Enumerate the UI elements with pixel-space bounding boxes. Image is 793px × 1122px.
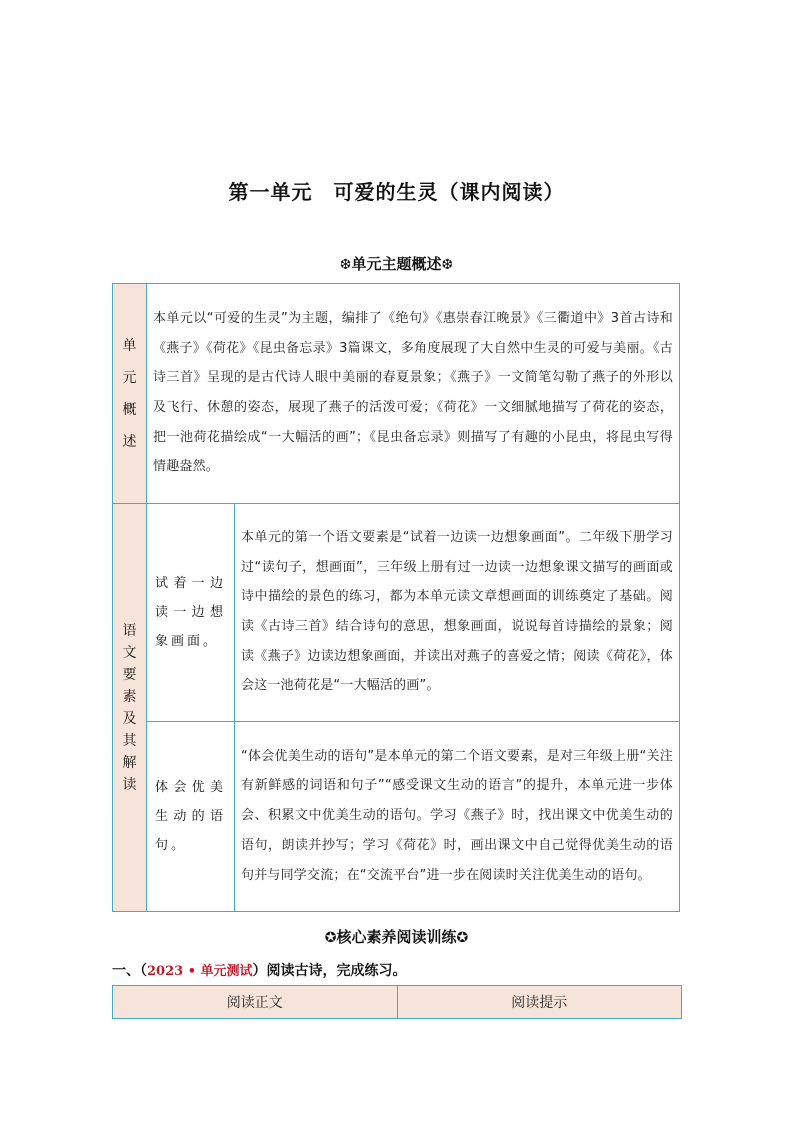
side-char: 及 [122,710,137,727]
side-char: 元 [122,369,137,386]
overview-side-label [113,284,147,504]
header-reading-text: 阅读正文 [113,986,398,1019]
header-reading-tips: 阅读提示 [397,986,682,1019]
side-char: 素 [122,688,137,705]
side-char: 语 [122,622,137,639]
side-char: 读 [122,776,137,793]
side-char: 概 [122,401,137,418]
section-heading-overview [0,253,793,274]
snowflake-icon: ❆ [441,257,454,273]
elements-side-label [113,504,147,912]
unit-overview-table [112,283,680,912]
side-char: 述 [122,433,137,450]
side-char: 文 [122,644,137,661]
table-row [113,504,680,722]
table-row [113,986,682,1019]
side-char: 其 [122,732,137,749]
exercise-prefix: 一、（ [112,963,147,979]
star-icon: ✪ [324,930,337,946]
element-name: 体会优美生动的语句。 [147,722,235,912]
exercise-heading [112,960,407,980]
element-text: 本单元的第一个语文要素是“试着一边读一边想象画面”。二年级下册学习过“读句子，想画面”，三年级上册有过一边读一边想象课文描写的画面或诗中描绘的景色的练习，都为本单元读文章想画面的训练奠定了基础。阅读《古诗三首》结合诗句的意思，想象画面，说说每首诗描绘的景象；阅读《燕子》边读边想象画面，并读出对燕子的喜爱之情；阅读《荷花》，体会这一池荷花是“一大幅活的画”。 [235,504,680,722]
section-heading-label: 核心素养阅读训练 [336,928,457,946]
side-char: 单 [122,337,137,354]
exercise-source: 2023 • 单元测试 [147,964,253,979]
side-char: 解 [122,754,137,771]
element-text: “体会优美生动的语句”是本单元的第二个语文要素，是对三年级上册“关注有新鲜感的词语和句子”“感受课文生动的语言”的提升，本单元进一步体会、积累文中优美生动的语句。学习《燕子》时，找出课文中优美生动的语句，朗读并抄写；学习《荷花》时，画出课文中自己觉得优美生动的语句并与同学交流；在“交流平台”进一步在阅读时关注优美生动的语句。 [235,722,680,912]
section-heading-training [0,926,793,947]
overview-text: 本单元以“可爱的生灵”为主题，编排了《绝句》《惠崇春江晚景》《三衢道中》3首古诗和《燕子》《荷花》《昆虫备忘录》3篇课文，多角度展现了大自然中生灵的可爱与美丽。《古诗三首》呈现的是古代诗人眼中美丽的春夏景象；《燕子》一文简笔勾勒了燕子的外形以及飞行、休憩的姿态，展现了燕子的活泼可爱；《荷花》一文细腻地描写了荷花的姿态，把一池荷花描绘成“一大幅活的画”；《昆虫备忘录》则描写了有趣的小昆虫，将昆虫写得情趣盎然。 [147,284,680,504]
table-row [113,284,680,504]
table-row [113,722,680,912]
side-char: 要 [122,666,137,683]
exercise-instruction: ）阅读古诗，完成练习。 [252,963,407,979]
star-icon: ✪ [456,930,469,946]
reading-table [112,985,682,1019]
snowflake-icon: ❆ [339,257,352,273]
section-heading-label: 单元主题概述 [351,255,442,273]
element-name: 试着一边读一边想象画面。 [147,504,235,722]
page-title: 第一单元 可爱的生灵（课内阅读） [228,180,565,204]
